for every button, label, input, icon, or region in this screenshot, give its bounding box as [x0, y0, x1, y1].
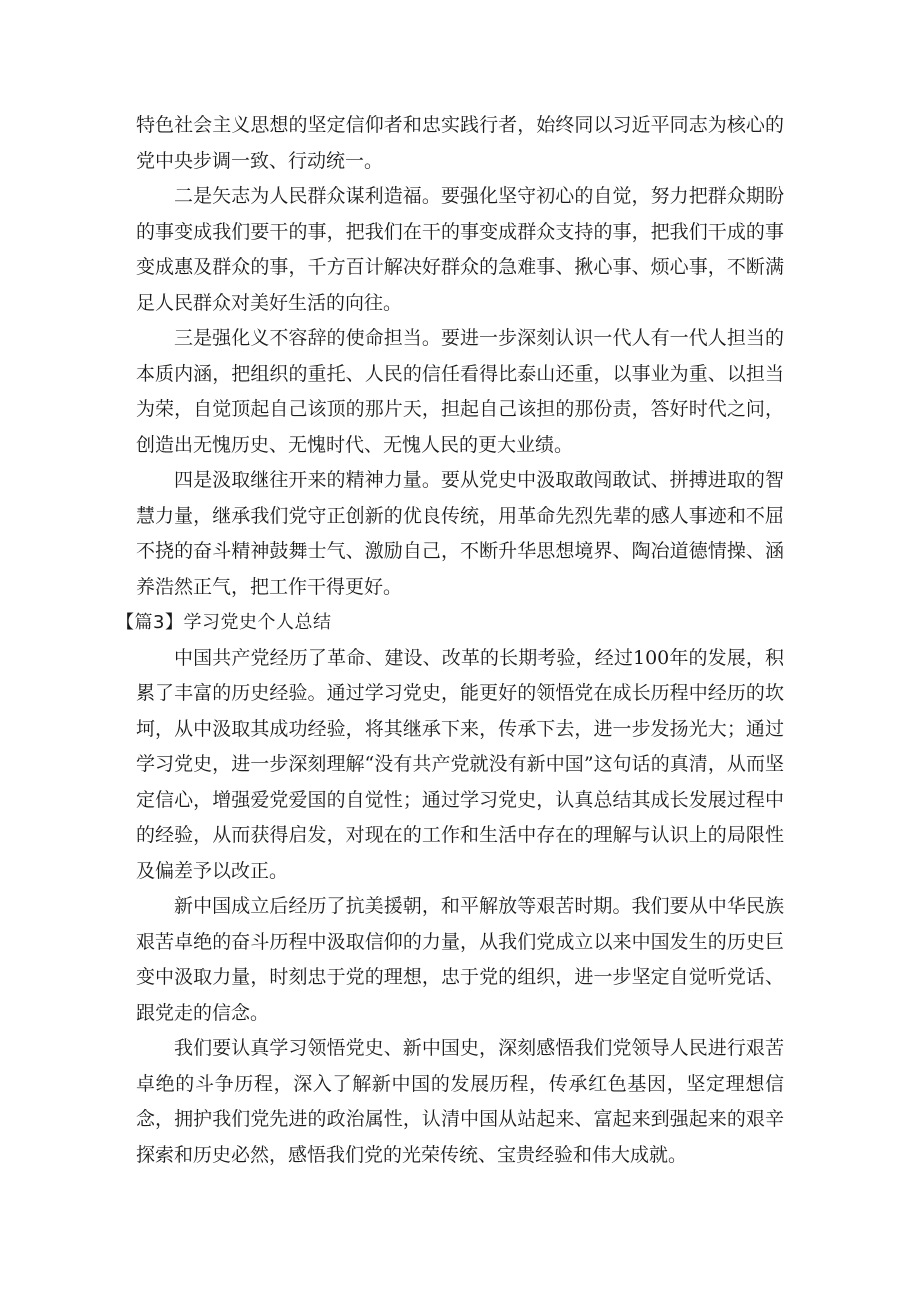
section-heading: 【篇3】学习党史个人总结	[116, 612, 332, 633]
section-paragraph-new-china: 新中国成立后经历了抗美援朝，和平解放等艰苦时期。我们要从中华民族艰苦卓绝的奋斗历程中汲取信仰的力量，从我们党成立以来中国发生的历史巨变中汲取力量，时刻忠于党的理想，忠于党的组织，进一步坚定自觉听党话、跟党走的信念。	[136, 895, 784, 1024]
paragraph-point-three: 三是强化义不容辞的使命担当。要进一步深刻认识一代人有一代人担当的本质内涵，把组织的重托、人民的信任看得比泰山还重，以事业为重、以担当为荣，自觉顶起自己该顶的那片天，担起自己该担的那份责，答好时代之问，创造出无愧历史、无愧时代、无愧人民的更大业绩。	[136, 327, 784, 456]
paragraph-continuation: 特色社会主义思想的坚定信仰者和忠实践行者，始终同以习近平同志为核心的党中央步调一致、行动统一。	[136, 114, 784, 172]
section-paragraph-history: 中国共产党经历了革命、建设、改革的长期考验，经过100年的发展，积累了丰富的历史经验。通过学习党史，能更好的领悟党在成长历程中经历的坎坷，从中汲取其成功经验，将其继承下来，传承下去，进一步发扬光大；通过学习党史，进一步深刻理解“没有共产党就没有新中国”这句话的真清，从而坚定信心，增强爱党爱国的自觉性；通过学习党史，认真总结其成长发展过程中的经验，从而获得启发，对现在的工作和生活中存在的理解与认识上的局限性及偏差予以改正。	[136, 646, 784, 882]
section-paragraph-study: 我们要认真学习领悟党史、新中国史，深刻感悟我们党领导人民进行艰苦卓绝的斗争历程，深入了解新中国的发展历程，传承红色基因，坚定理想信念，拥护我们党先进的政治属性，认清中国从站起来、富起来到强起来的艰辛探索和历史必然，感悟我们党的光荣传统、宝贵经验和伟大成就。	[136, 1037, 784, 1166]
paragraph-point-two: 二是矢志为人民群众谋利造福。要强化坚守初心的自觉，努力把群众期盼的事变成我们要干的事，把我们在干的事变成群众支持的事，把我们干成的事变成惠及群众的事，千方百计解决好群众的急难事、揪心事、烦心事，不断满足人民群众对美好生活的向往。	[136, 185, 784, 314]
paragraph-point-four: 四是汲取继往开来的精神力量。要从党史中汲取敢闯敢试、拼搏进取的智慧力量，继承我们党守正创新的优良传统，用革命先烈先辈的感人事迹和不屈不挠的奋斗精神鼓舞士气、激励自己，不断升华思想境界、陶冶道德情操、涵养浩然正气，把工作干得更好。	[136, 469, 784, 598]
document-page	[116, 108, 784, 1173]
